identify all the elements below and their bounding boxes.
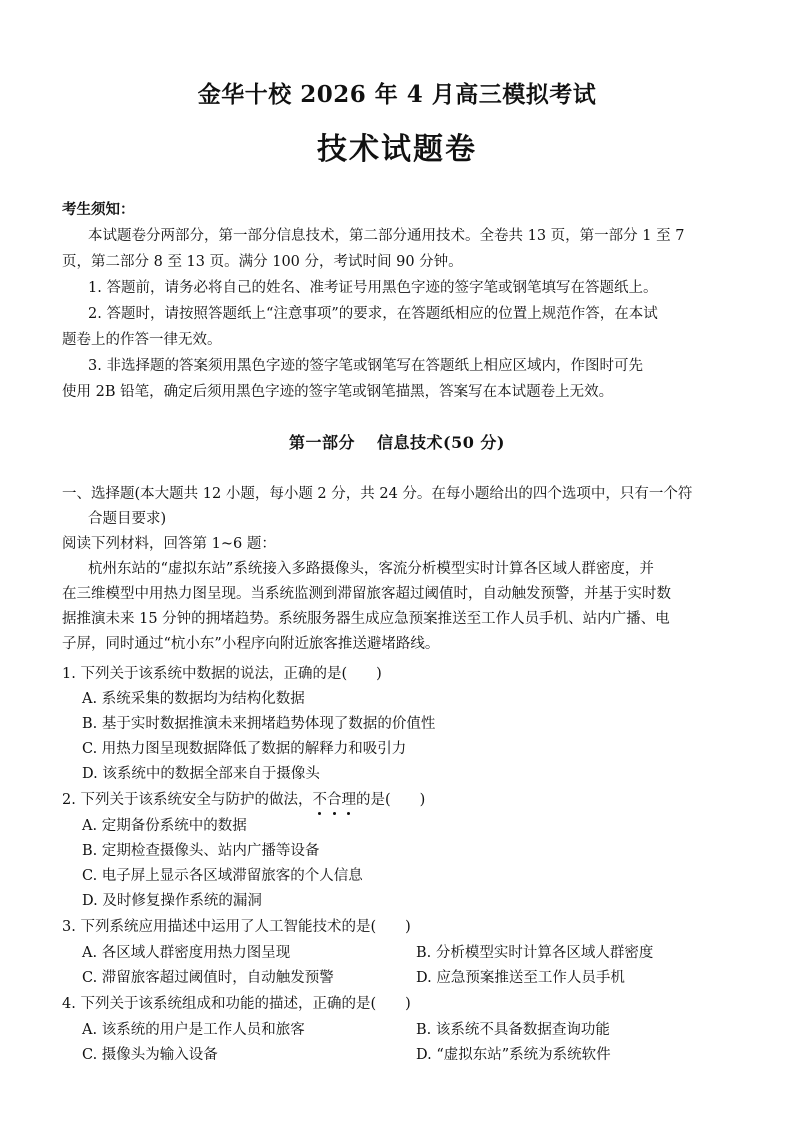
section-part: 第一部分	[289, 433, 356, 452]
q2-stem	[62, 790, 425, 810]
q2-emphasis-1: 不	[312, 792, 327, 808]
notice-heading: 考生须知：	[62, 201, 135, 218]
material-line-1: 杭州东站的“虚拟东站”系统接入多路摄像头，客流分析模型实时计算各区域人群密度，并	[88, 561, 654, 577]
q4-stem: 4. 下列关于该系统组成和功能的描述，正确的是( )	[62, 996, 411, 1012]
q3-option-c: C. 滞留旅客超过阈值时，自动触发预警	[82, 970, 334, 986]
q2-option-d: D. 及时修复操作系统的漏洞	[82, 893, 262, 909]
reading-prompt: 阅读下列材料，回答第 1~6 题：	[62, 536, 276, 552]
instruction-line-1: 一、选择题(本大题共 12 小题，每小题 2 分，共 24 分。在每小题给出的四个选项中，只有一个符	[62, 486, 693, 502]
q1-stem: 1. 下列关于该系统中数据的说法，正确的是( )	[62, 666, 382, 682]
q3-option-b: B. 分析模型实时计算各区域人群密度	[416, 945, 654, 961]
q4-option-a: A. 该系统的用户是工作人员和旅客	[82, 1022, 305, 1038]
q2-option-a: A. 定期备份系统中的数据	[82, 818, 247, 834]
notice-item-2b: 题卷上的作答一律无效。	[62, 332, 222, 348]
q3-stem: 3. 下列系统应用描述中运用了人工智能技术的是( )	[62, 919, 411, 935]
notice-p1a: 本试题卷分两部分，第一部分信息技术，第二部分通用技术。全卷共 13 页，第一部分 1 至 7	[88, 228, 685, 244]
q1-option-d: D. 该系统中的数据全部来自于摄像头	[82, 766, 320, 782]
exam-title: 金华十校 2026 年 4 月高三模拟考试	[197, 81, 597, 108]
q2-option-c: C. 电子屏上显示各区域滞留旅客的个人信息	[82, 868, 363, 884]
q1-option-b: B. 基于实时数据推演未来拥堵趋势体现了数据的价值性	[82, 716, 436, 732]
q1-option-c: C. 用热力图呈现数据降低了数据的解释力和吸引力	[82, 741, 407, 757]
material-line-4: 子屏，同时通过“杭小东”小程序向附近旅客推送避堵路线。	[62, 636, 440, 652]
q4-option-b: B. 该系统不具备数据查询功能	[416, 1022, 610, 1038]
notice-item-2a: 2. 答题时，请按照答题纸上“注意事项”的要求，在答题纸相应的位置上规范作答，在本试	[88, 306, 658, 322]
material-line-2: 在三维模型中用热力图呈现。当系统监测到滞留旅客超过阈值时，自动触发预警，并基于实时数	[62, 586, 671, 602]
q2-stem-post: 的是( )	[355, 792, 426, 808]
instruction-line-2: 合题目要求)	[88, 511, 167, 527]
notice-p1b: 页，第二部分 8 至 13 页。满分 100 分，考试时间 90 分钟。	[62, 254, 463, 270]
material-line-3: 据推演未来 15 分钟的拥堵趋势。系统服务器生成应急预案推送至工作人员手机、站内广播、电	[62, 611, 670, 627]
q1-option-a: A. 系统采集的数据均为结构化数据	[82, 691, 305, 707]
notice-item-3a: 3. 非选择题的答案须用黑色字迹的签字笔或钢笔写在答题纸上相应区域内，作图时可先	[88, 358, 643, 374]
notice-item-1: 1. 答题前，请务必将自己的姓名、准考证号用黑色字迹的签字笔或钢笔填写在答题纸上。	[88, 280, 658, 296]
q3-option-a: A. 各区域人群密度用热力图呈现	[82, 945, 291, 961]
notice-item-3b: 使用 2B 铅笔，确定后须用黑色字迹的签字笔或钢笔描黑，答案写在本试题卷上无效。	[62, 384, 614, 400]
q2-emphasis-2: 合	[326, 792, 342, 808]
q4-option-d: D. “虚拟东站”系统为系统软件	[416, 1047, 611, 1063]
section-title	[0, 430, 794, 453]
q2-stem-pre: 2. 下列关于该系统安全与防护的做法，	[62, 792, 313, 808]
q3-option-d: D. 应急预案推送至工作人员手机	[416, 970, 625, 986]
q2-option-b: B. 定期检查摄像头、站内广播等设备	[82, 843, 320, 859]
paper-title: 技术试题卷	[317, 132, 477, 167]
q4-option-c: C. 摄像头为输入设备	[82, 1047, 218, 1063]
q2-emphasis-3: 理	[341, 792, 356, 808]
section-name: 信息技术(50 分)	[377, 433, 505, 452]
